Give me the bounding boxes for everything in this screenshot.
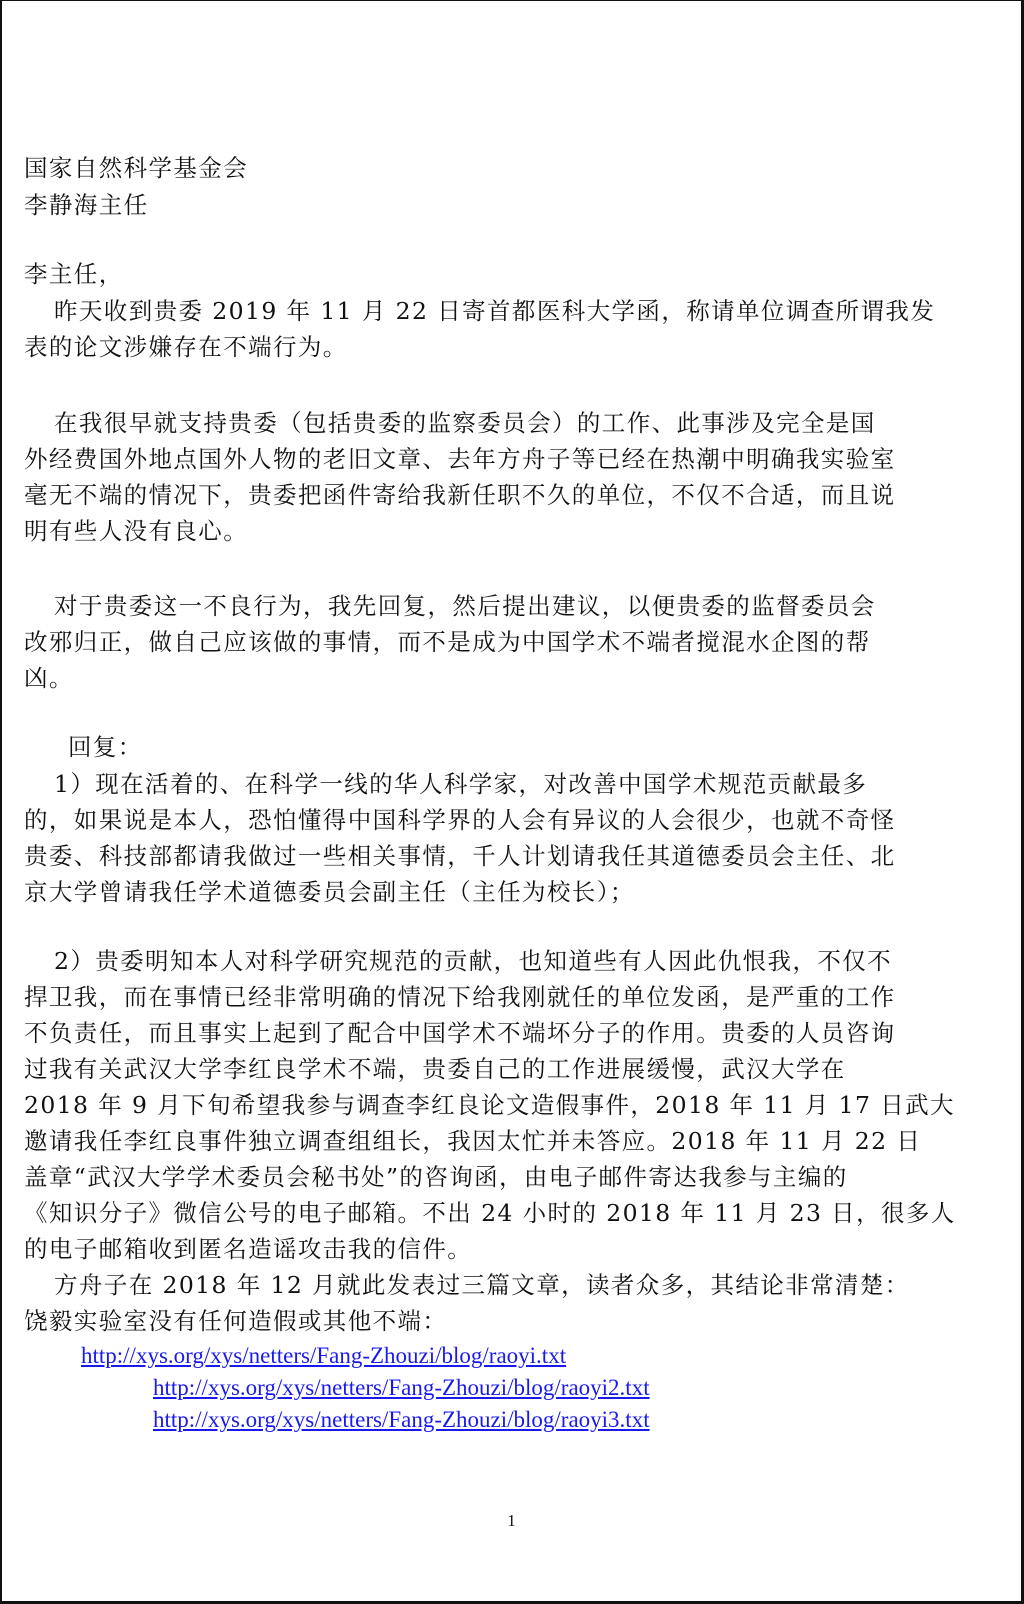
reply-point-2-line-8: 《知识分子》微信公号的电子邮箱。不出 24 小时的 2018 年 11 月 23 日，很多人 [24,1199,956,1227]
recipient-name-title: 李静海主任 [24,191,149,219]
reply-point-2-line-7: 盖章“武汉大学学术委员会秘书处”的咨询函，由电子邮件寄达我参与主编的 [24,1163,848,1191]
reply-point-2-line-6: 邀请我任李红良事件独立调查组组长，我因太忙并未答应。2018 年 11 月 22 日 [24,1127,922,1155]
reply-heading: 回复： [68,733,143,761]
reply-point-2-line-9: 的电子邮箱收到匿名造谣攻击我的信件。 [24,1235,473,1263]
paragraph-2-line-2: 外经费国外地点国外人物的老旧文章、去年方舟子等已经在热潮中明确我实验室 [24,445,896,473]
reply-point-2-line-3: 不负责任，而且事实上起到了配合中国学术不端坏分子的作用。贵委的人员咨询 [24,1019,896,1047]
reply-point-1-line-2: 的，如果说是本人，恐怕懂得中国科学界的人会有异议的人会很少，也就不奇怪 [24,806,896,834]
reply-point-1-line-4: 京大学曾请我任学术道德委员会副主任（主任为校长）； [24,878,635,906]
paragraph-3-line-3: 凶。 [24,664,74,692]
paragraph-2-line-4: 明有些人没有良心。 [24,517,249,545]
reply-point-2-line-4: 过我有关武汉大学李红良学术不端，贵委自己的工作进展缓慢，武汉大学在 [24,1055,846,1083]
paragraph-3-line-1: 对于贵委这一不良行为，我先回复，然后提出建议，以便贵委的监督委员会 [54,592,876,620]
paragraph-3-line-2: 改邪归正，做自己应该做的事情，而不是成为中国学术不端者搅混水企图的帮 [24,628,871,656]
salutation: 李主任， [24,260,124,288]
link-raoyi2[interactable]: http://xys.org/xys/netters/Fang-Zhouzi/blog/raoyi2.txt [153,1375,650,1400]
page-number: 1 [507,1511,516,1530]
paragraph-1-line-1: 昨天收到贵委 2019 年 11 月 22 日寄首都医科大学函，称请单位调查所谓我发 [54,297,936,325]
paragraph-2-line-3: 毫无不端的情况下，贵委把函件寄给我新任职不久的单位，不仅不合适，而且说 [24,481,896,509]
reply-point-2-line-1: 2）贵委明知本人对科学研究规范的贡献，也知道些有人因此仇恨我，不仅不 [54,947,893,975]
paragraph-2-line-1: 在我很早就支持贵委（包括贵委的监察委员会）的工作、此事涉及完全是国 [54,409,876,437]
paragraph-1-line-2: 表的论文涉嫌存在不端行为。 [24,333,348,361]
reply-point-1-line-3: 贵委、科技部都请我做过一些相关事情，千人计划请我任其道德委员会主任、北 [24,842,896,870]
fang-paragraph-line-1: 方舟子在 2018 年 12 月就此发表过三篇文章，读者众多，其结论非常清楚： [54,1271,910,1299]
link-raoyi3[interactable]: http://xys.org/xys/netters/Fang-Zhouzi/blog/raoyi3.txt [153,1407,650,1432]
link-raoyi[interactable]: http://xys.org/xys/netters/Fang-Zhouzi/blog/raoyi.txt [81,1343,567,1368]
reply-point-2-line-2: 捍卫我，而在事情已经非常明确的情况下给我刚就任的单位发函，是严重的工作 [24,983,896,1011]
recipient-organization: 国家自然科学基金会 [24,154,249,182]
reply-point-1-line-1: 1）现在活着的、在科学一线的华人科学家，对改善中国学术规范贡献最多 [54,770,868,798]
reply-point-2-line-5: 2018 年 9 月下旬希望我参与调查李红良论文造假事件，2018 年 11 月 17 日武大 [24,1091,955,1119]
fang-paragraph-line-2: 饶毅实验室没有任何造假或其他不端： [24,1307,448,1335]
